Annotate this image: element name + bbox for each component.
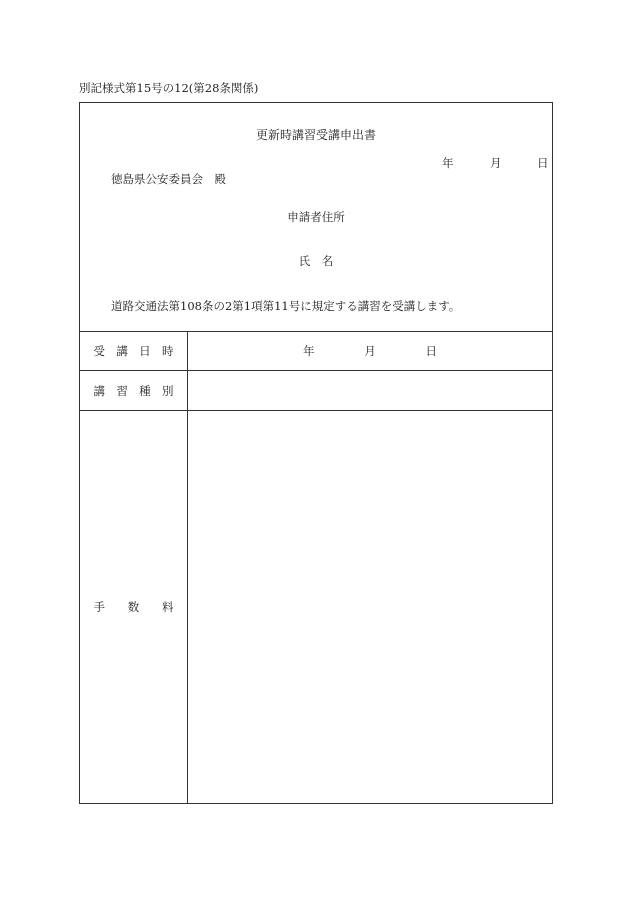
addressee: 徳島県公安委員会 殿 bbox=[111, 172, 226, 186]
application-statement: 道路交通法第108条の2第1項第11号に規定する講習を受講します。 bbox=[111, 299, 461, 313]
attendance-date-field[interactable] bbox=[188, 332, 552, 370]
attendance-month-label: 月 bbox=[364, 344, 376, 358]
date-day-label: 日 bbox=[537, 156, 549, 170]
label-char: 受 bbox=[93, 344, 105, 358]
applicant-name-label: 氏 名 bbox=[298, 254, 334, 268]
course-type-label bbox=[80, 371, 187, 410]
attendance-day-label: 日 bbox=[425, 344, 437, 358]
label-char: 数 bbox=[127, 600, 140, 614]
course-type-field[interactable] bbox=[188, 371, 552, 410]
label-char: 習 bbox=[116, 383, 128, 398]
label-char: 料 bbox=[162, 600, 174, 614]
attendance-date-label bbox=[80, 332, 187, 370]
date-month-label: 月 bbox=[490, 156, 502, 170]
form-header-section bbox=[80, 103, 552, 331]
label-char: 種 bbox=[139, 383, 151, 398]
application-form bbox=[79, 102, 553, 804]
form-title: 更新時講習受講申出書 bbox=[255, 128, 376, 142]
date-year-label: 年 bbox=[442, 156, 454, 170]
fee-label bbox=[80, 411, 187, 803]
applicant-address-label: 申請者住所 bbox=[287, 210, 345, 224]
label-char: 時 bbox=[161, 344, 174, 358]
fee-stamp-area[interactable] bbox=[188, 411, 552, 803]
label-char: 日 bbox=[139, 344, 151, 358]
label-char: 手 bbox=[93, 600, 105, 614]
form-reference: 別記様式第15号の12(第28条関係) bbox=[79, 81, 259, 95]
label-char: 別 bbox=[161, 383, 174, 398]
label-char: 講 bbox=[93, 383, 105, 398]
attendance-year-label: 年 bbox=[303, 344, 315, 358]
label-char: 講 bbox=[116, 344, 128, 358]
